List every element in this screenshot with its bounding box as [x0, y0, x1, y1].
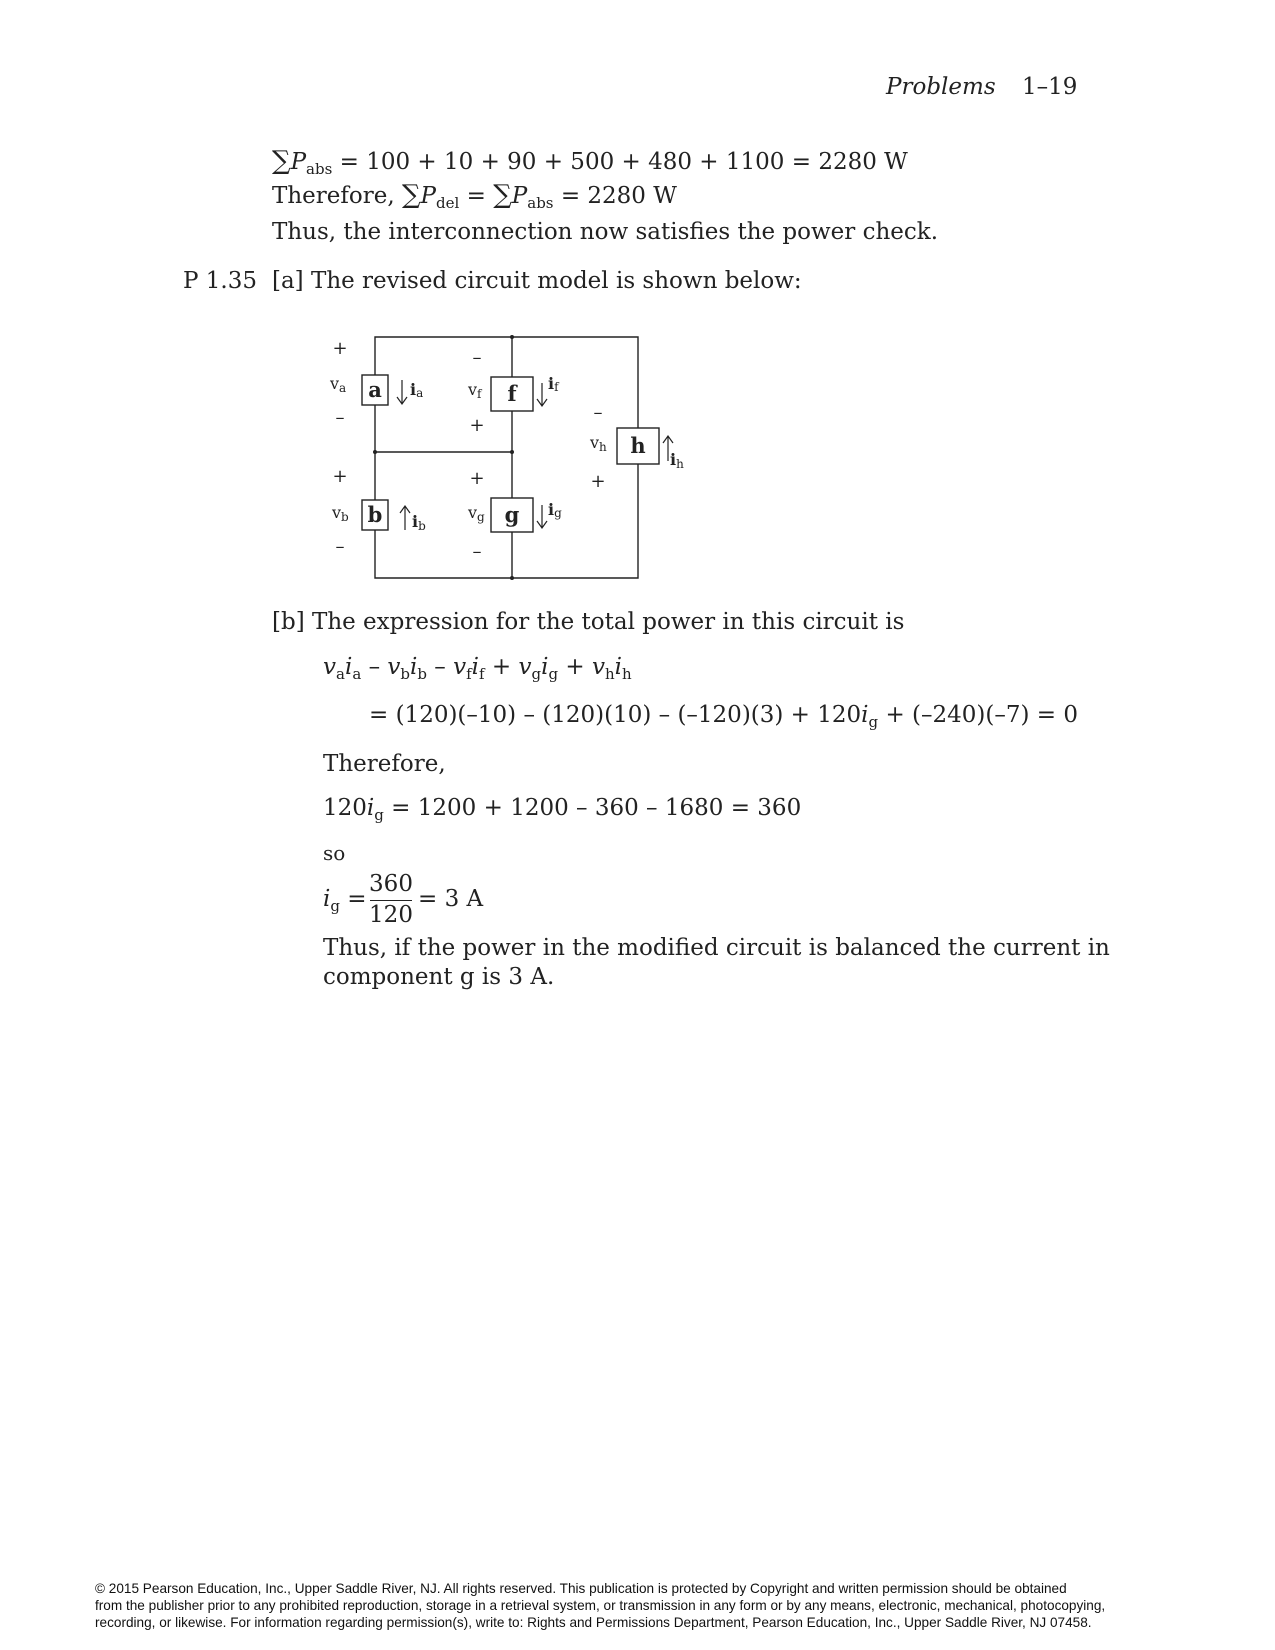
polarity-sign-g-bottom: –: [472, 541, 482, 562]
therefore-text: Therefore,: [323, 751, 446, 777]
circuit-wires: [375, 337, 638, 578]
polarity-sign-a-top: +: [332, 338, 348, 359]
ig-result-lhs: $i_g$ =: [323, 886, 367, 915]
polarity-sign-a-bottom: –: [335, 407, 345, 428]
polarity-sign-g-top: +: [469, 468, 485, 489]
ig-result-value: = 3 A: [418, 886, 484, 912]
current-g-label: ig: [548, 500, 562, 520]
copyright-footer: [95, 1580, 1205, 1631]
component-a-label: a: [368, 377, 382, 402]
current-h-label: ih: [670, 450, 684, 471]
part-b-text: The expression for the total power in this circuit is: [311, 609, 905, 635]
sigma-symbol: ∑: [272, 146, 291, 176]
total-power-evaluation: = $(120)(-10) - (120)(10) - (-120)(3) + 120i_g + (-240)(-7) = 0$: [369, 702, 1078, 731]
voltage-h-label: vh: [590, 433, 607, 454]
fraction-denominator: 120: [369, 902, 413, 928]
polarity-sign-b-bottom: –: [335, 536, 345, 557]
final-conclusion-line-1: Thus, if the power in the modified circuit is balanced the current in: [323, 935, 1110, 961]
sigma-symbol: ∑: [401, 180, 421, 210]
page-number: 1–19: [1022, 74, 1078, 100]
power-balance-equation: Therefore, $\sum P_{del} = \sum P_{abs} = 2280$ W: [272, 180, 677, 212]
component-f-label: f: [507, 381, 517, 406]
power-absorbed-equation: $\sum P_{abs} = 100 + 10 + 90 + 500 + 480 + 1100 = 2280$ W: [272, 146, 908, 178]
fraction-numerator: 360: [369, 871, 413, 897]
sigma-symbol: ∑: [493, 180, 512, 210]
current-b-label: ib: [412, 512, 426, 533]
part-a-text: The revised circuit model is shown below:: [310, 268, 802, 294]
component-g-label: g: [504, 502, 520, 527]
voltage-b-label: vb: [332, 503, 349, 524]
fraction-bar: [370, 900, 412, 901]
power-check-conclusion: Thus, the interconnection now satisfies the power check.: [272, 219, 939, 245]
polarity-sign-f-bottom: +: [469, 415, 485, 436]
final-conclusion-line-2: component g is 3 A.: [323, 964, 555, 990]
part-a-statement: [272, 268, 802, 294]
running-header-section: Problems: [886, 74, 996, 100]
current-f-arrow-icon: [537, 383, 547, 406]
footer-line-3: recording, or likewise. For information regarding permission(s), write to: Rights and Permissions Department, Pearson Education, Inc., Upper Saddle River, NJ 07458.: [95, 1615, 1092, 1630]
current-b-arrow-icon: [400, 506, 410, 530]
circuit-junctions: [373, 335, 514, 580]
part-b-label: [b]: [272, 609, 305, 635]
component-b-label: b: [367, 502, 383, 527]
footer-line-1: © 2015 Pearson Education, Inc., Upper Saddle River, NJ. All rights reserved. This publication is protected by Copyright and written permission should be obtained: [95, 1581, 1067, 1596]
current-f-label: if: [548, 374, 559, 394]
component-h-label: h: [630, 433, 646, 458]
polarity-sign-b-top: +: [332, 466, 348, 487]
footer-line-2: from the publisher prior to any prohibited reproduction, storage in a retrieval system, or transmission in any form or by any means, electronic, mechanical, photocopying,: [95, 1598, 1106, 1613]
total-power-expression: $v_ai_a - v_bi_b - v_fi_f + v_gi_g + v_hi_h$: [323, 654, 632, 683]
polarity-sign-h-top: –: [593, 402, 603, 423]
current-a-arrow-icon: [397, 380, 407, 404]
polarity-sign-f-top: –: [472, 347, 482, 368]
circuit-diagram: [320, 325, 720, 590]
voltage-f-label: vf: [468, 380, 482, 401]
solve-for-ig-equation: $120i_g = 1200 + 1200 - 360 - 1680 = 360$: [323, 795, 802, 824]
voltage-g-label: vg: [468, 503, 485, 524]
problem-number: P 1.35: [183, 268, 257, 294]
current-a-label: ia: [410, 380, 424, 400]
part-a-label: [a]: [272, 268, 304, 294]
part-b-statement: [272, 609, 904, 635]
polarity-sign-h-bottom: +: [590, 471, 606, 492]
voltage-a-label: va: [330, 374, 347, 395]
so-text: so: [323, 841, 346, 865]
current-g-arrow-icon: [537, 505, 547, 528]
